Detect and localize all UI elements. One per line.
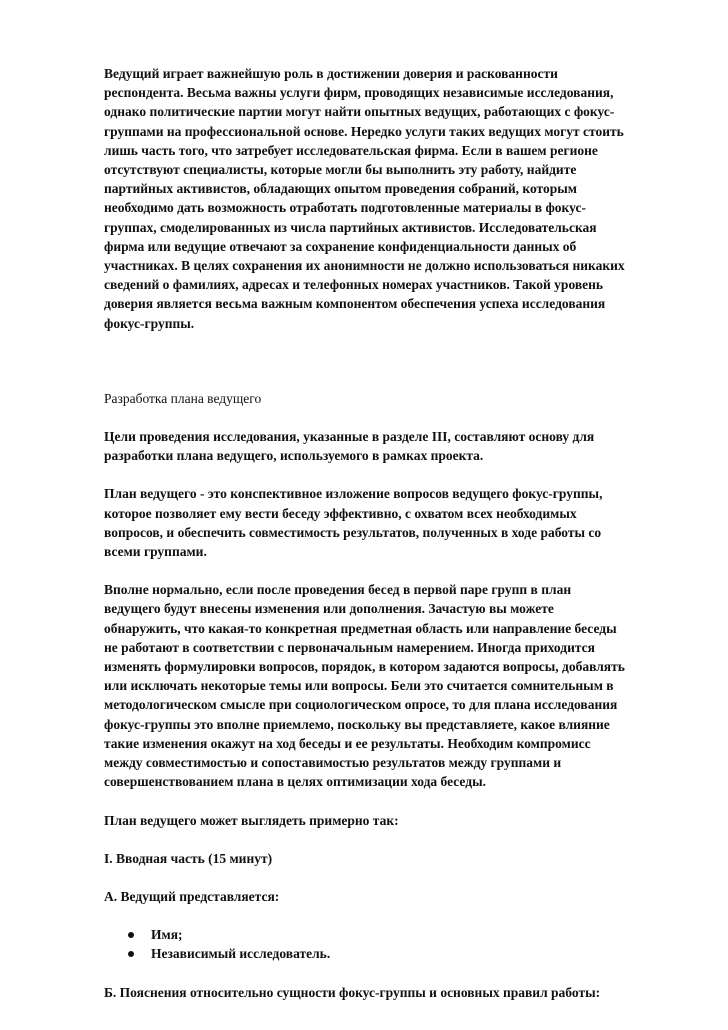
- bullet-list: [104, 925, 684, 963]
- section-heading: Разработка плана ведущего: [104, 390, 262, 406]
- bullet-icon: [128, 932, 134, 938]
- text-line: Цели проведения исследования, указанные в разделе III, составляют основу для: [104, 429, 595, 445]
- spacer: [104, 868, 684, 887]
- paragraph-changes: [104, 580, 684, 791]
- list-item: [128, 944, 684, 963]
- text-line: обнаружить, что какая-то конкретная предметная область или направление беседы: [104, 620, 617, 636]
- paragraph-goals: [104, 427, 684, 465]
- bullet-icon: [128, 951, 134, 957]
- spacer: [104, 906, 684, 925]
- text-line: между совместимостью и сопоставимостью результатов между группами и: [104, 755, 562, 771]
- text-line: лишь часть того, что затребует исследовательская фирма. Если в вашем регионе: [104, 142, 598, 158]
- text-line: отсутствуют специалисты, которые могли бы выполнить эту работу, найдите: [104, 162, 577, 178]
- text-line: или исключать некоторые темы или вопросы. Бели это считается сомнительным в: [104, 678, 614, 694]
- text-line: фирма или ведущие отвечают за сохранение конфиденциальности данных об: [104, 238, 577, 254]
- text-line: участниках. В целях сохранения их анонимности не должно использоваться никаких: [104, 258, 625, 274]
- intro-paragraph: [104, 64, 684, 333]
- text-line: партийных активистов, обладающих опытом проведения собраний, которым: [104, 181, 577, 197]
- spacer: [104, 561, 684, 580]
- text-line: фокус-группы.: [104, 315, 195, 331]
- text-line: разработки плана ведущего, используемого в рамках проекта.: [104, 448, 484, 464]
- text-line: которое позволяет ему вести беседу эффективно, с охватом всех необходимых: [104, 505, 577, 521]
- text-line: План ведущего - это конспективное изложение вопросов ведущего фокус-группы,: [104, 486, 603, 502]
- spacer: [104, 964, 684, 983]
- list-item: [128, 925, 684, 944]
- text-line: не работают в соответствии с первоначальным намерением. Иногда приходится: [104, 639, 595, 655]
- text-line: группами на профессиональной основе. Нередко услуги таких ведущих могут стоить: [104, 123, 624, 139]
- text-line: Вполне нормально, если после проведения бесед в первой паре групп в план: [104, 582, 572, 598]
- text-line: всеми группами.: [104, 544, 207, 560]
- text-line: ведущего будут внесены изменения или дополнения. Зачастую вы можете: [104, 601, 554, 617]
- text-line: фокус-группы это вполне приемлемо, поскольку вы представляете, какое влияние: [104, 716, 610, 732]
- paragraph-plan: [104, 484, 684, 561]
- spacer: [104, 333, 684, 389]
- text-line: Ведущий играет важнейшую роль в достижении доверия и раскованности: [104, 66, 558, 81]
- text-line: такие изменения окажут на ход беседы и ее результаты. Необходим компромисс: [104, 735, 591, 751]
- spacer: [104, 792, 684, 811]
- text-line: респондента. Весьма важны услуги фирм, проводящих независимые исследования,: [104, 85, 614, 101]
- spacer: [104, 408, 684, 427]
- text-line: сведений о фамилиях, адресах и телефонных номерах участников. Такой уровень: [104, 277, 604, 293]
- item-a: А. Ведущий представляется:: [104, 888, 280, 904]
- document-page: [104, 64, 684, 1002]
- item-b: Б. Пояснения относительно сущности фокус-группы и основных правил работы:: [104, 984, 601, 1000]
- text-line: необходимо дать возможность отработать подготовленные материалы в фокус-: [104, 200, 586, 216]
- spacer: [104, 830, 684, 849]
- text-line: изменять формулировки вопросов, порядок, в котором задаются вопросы, добавлять: [104, 659, 625, 675]
- text-line: доверия является весьма важным компонентом обеспечения успеха исследования: [104, 296, 606, 312]
- list-item-text: Независимый исследователь.: [151, 946, 331, 962]
- text-line: совершенствованием плана в целях оптимизации хода беседы.: [104, 774, 486, 790]
- spacer: [104, 465, 684, 484]
- plan-example-line: План ведущего может выглядеть примерно так:: [104, 812, 399, 828]
- list-item-text: Имя;: [151, 927, 183, 943]
- part-one-heading: I. Вводная часть (15 минут): [104, 850, 273, 866]
- text-line: методологическом смысле при социологическом опросе, то для плана исследования: [104, 697, 618, 713]
- text-line: вопросов, и обеспечить совместимость результатов, полученных в ходе работы со: [104, 524, 602, 540]
- text-line: группах, смоделированных из числа партийных активистов. Исследовательская: [104, 219, 597, 235]
- text-line: однако политические партии могут найти опытных ведущих, работающих с фокус-: [104, 104, 615, 120]
